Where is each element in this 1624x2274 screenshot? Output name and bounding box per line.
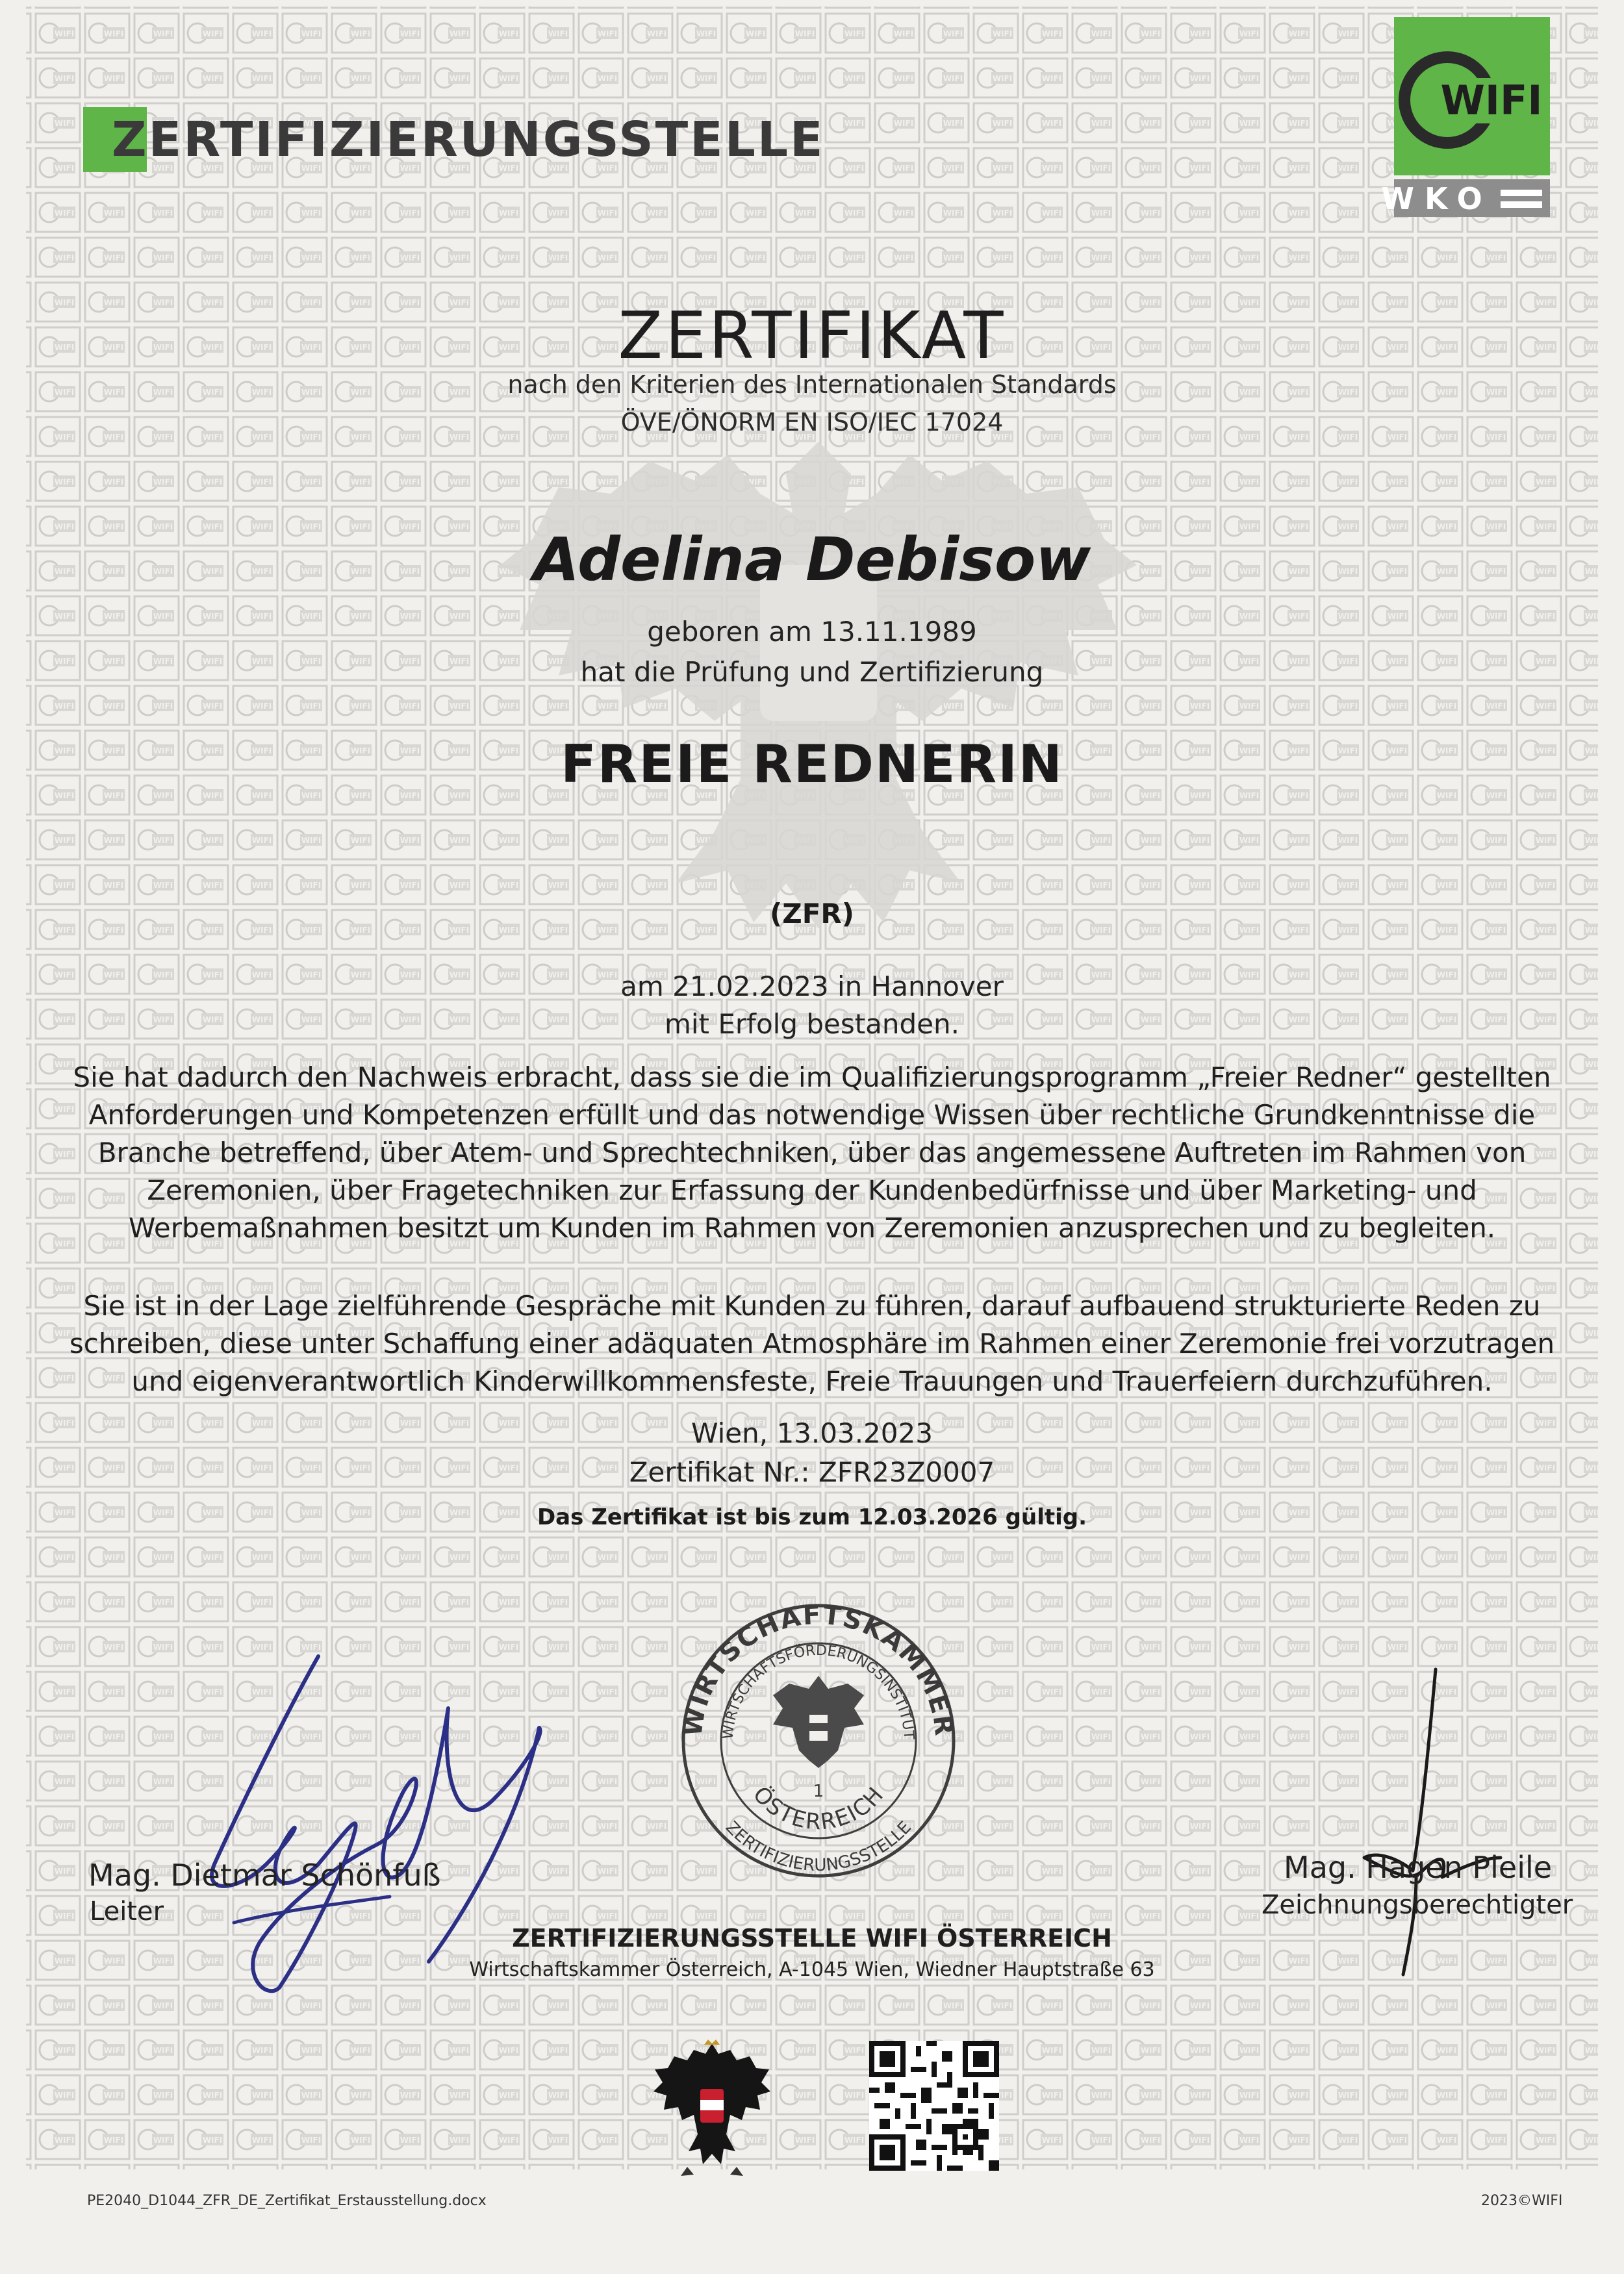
stamp-number: 1 <box>813 1782 824 1801</box>
wifi-wko-logo <box>1381 17 1550 220</box>
signatory-right-name: Mag. Hagen Pleile <box>1284 1850 1553 1885</box>
stamp-outer-top: WIRTSCHAFTSKAMMER <box>678 1600 959 1739</box>
official-stamp <box>676 1598 961 1884</box>
ability-paragraph: Sie ist in der Lage zielführende Gespräche mit Kunden zu führen, darauf aufbauend strukturierte Reden zu schreiben, diese unter Schaffung einer adäquaten Atmosphäre im Rahmen einer Zeremonie frei vorzutragen und eigenverantwortlich Kinderwillkommensfeste, Freie Trauungen und Trauerfeiern durchzuführen. <box>69 1290 1555 1397</box>
coat-of-arms-icon <box>648 2037 776 2180</box>
issue-place-date: Wien, 13.03.2023 <box>691 1417 933 1449</box>
exam-date-place: am 21.02.2023 in Hannover <box>620 970 1004 1002</box>
document-reference: PE2040_D1044_ZFR_DE_Zertifikat_Erstausstellung.docx <box>87 2193 487 2209</box>
stamp-outer-bottom: ZERTIFIZIERUNGSSTELLE <box>721 1817 916 1876</box>
stamp-inner-bottom: ÖSTERREICH <box>747 1781 890 1836</box>
signatory-left-role: Leiter <box>90 1897 164 1927</box>
stamp-inner-top: WIRTSCHAFTSFÖRDERUNGSINSTITUT <box>720 1642 917 1740</box>
issuer-address: Wirtschaftskammer Österreich, A-1045 Wien, Wiedner Hauptstraße 63 <box>469 1958 1155 1981</box>
profession-abbreviation: (ZFR) <box>770 898 854 929</box>
exam-line: hat die Prüfung und Zertifizierung <box>580 656 1044 688</box>
org-header <box>83 107 825 172</box>
certificate-title: ZERTIFIKAT <box>618 297 1006 373</box>
competence-paragraph: Sie hat dadurch den Nachweis erbracht, dass sie die im Qualifizierungsprogramm „Freier Redner“ gestellten Anforderungen und Kompetenzen erfüllt und das notwendige Wissen über rechtliche Grundkenntnisse die Branche betreffend, über Atem- und Sprechtechniken, über das angemessene Auftreten im Rahmen von Zeremonien, über Fragetechniken zur Erfassung der Kundenbedürfnisse und über Marketing- und Werbemaßnahmen besitzt um Kunden im Rahmen von Zeremonien anzusprechen und zu begleiten. <box>73 1061 1551 1244</box>
certificate-number: Zertifikat Nr.: ZFR23Z0007 <box>629 1456 995 1488</box>
logo-text: WIFI <box>1440 77 1543 124</box>
issuer-name: ZERTIFIZIERUNGSSTELLE WIFI ÖSTERREICH <box>512 1924 1112 1952</box>
signatory-right-role: Zeichnungsberechtigter <box>1262 1890 1573 1920</box>
passed-line: mit Erfolg bestanden. <box>664 1008 960 1040</box>
org-name: ZERTIFIZIERUNGSSTELLE <box>112 112 825 168</box>
validity-note: Das Zertifikat ist bis zum 12.03.2026 gültig. <box>537 1504 1087 1530</box>
copyright-note: 2023©WIFI <box>1481 2193 1563 2209</box>
standard-line-2: ÖVE/ÖNORM EN ISO/IEC 17024 <box>620 408 1004 436</box>
logo-subtext: WKO <box>1381 181 1493 216</box>
qr-code <box>869 2041 999 2171</box>
profession-title: FREIE REDNERIN <box>561 734 1063 794</box>
holder-name: Adelina Debisow <box>533 525 1091 594</box>
signatory-left-name: Mag. Dietmar Schönfuß <box>88 1858 441 1893</box>
birth-line: geboren am 13.11.1989 <box>647 616 977 648</box>
standard-line-1: nach den Kriterien des Internationalen Standards <box>507 370 1117 399</box>
